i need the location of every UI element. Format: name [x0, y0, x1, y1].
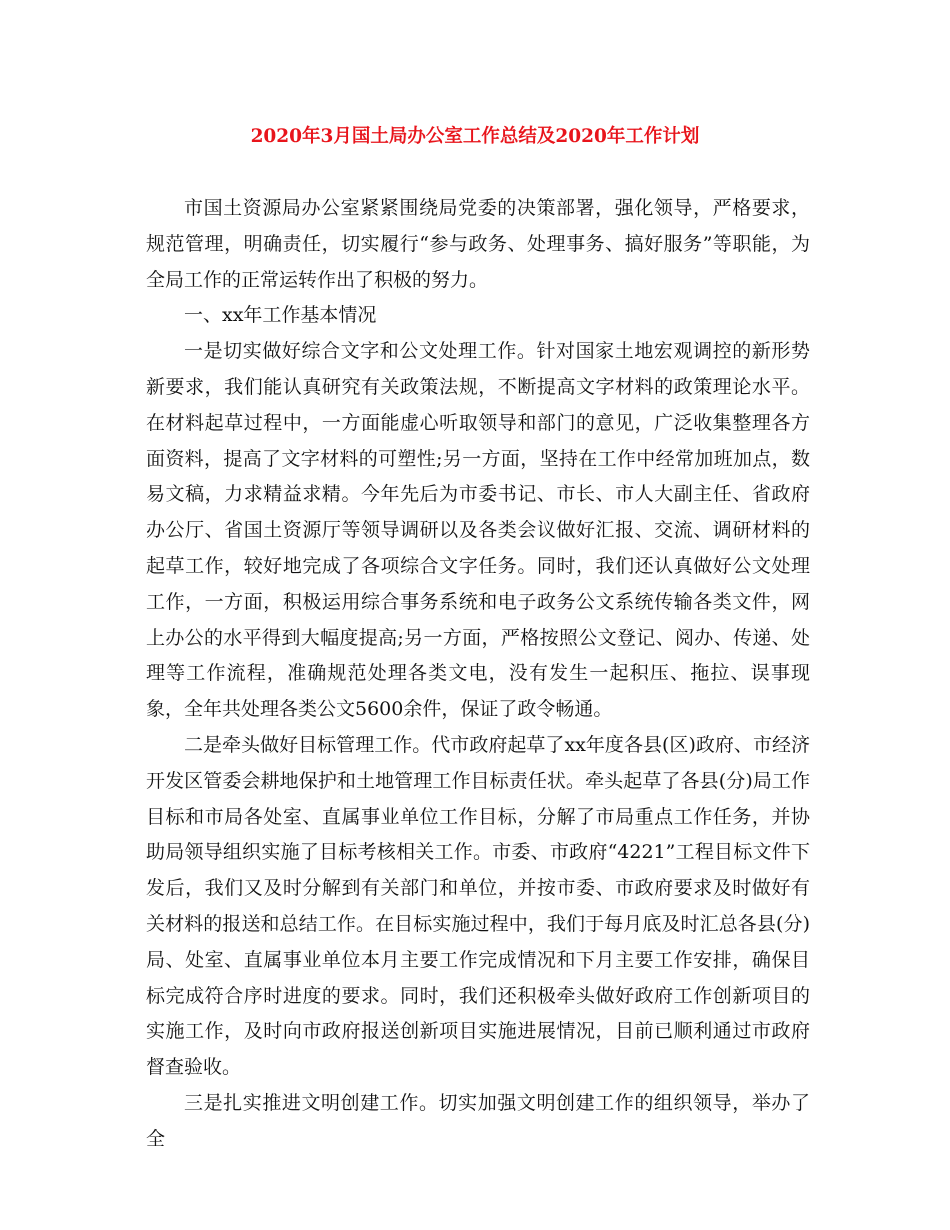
paragraph-civilization-creation: 三是扎实推进文明创建工作。切实加强文明创建工作的组织领导，举办了全	[146, 1091, 810, 1150]
document-body	[146, 191, 810, 1158]
paragraph-target-management: 二是牵头做好目标管理工作。代市政府起草了xx年度各县(区)政府、市经济开发区管委会耕地保护和土地管理工作目标责任状。牵头起草了各县(分)局工作目标和市局各处室、直属事业单位工作目标，分解了市局重点工作任务，并协助局领导组织实施了目标考核相关工作。市委、市政府“4221”工程目标文件下发后，我们又及时分解到有关部门和单位，并按市委、市政府要求及时做好有关材料的报送和总结工作。在目标实施过程中，我们于每月底及时汇总各县(分)局、处室、直属事业单位本月主要工作完成情况和下月主要工作安排，确保目标完成符合序时进度的要求。同时，我们还积极牵头做好政府工作创新项目的实施工作，及时向市政府报送创新项目实施进展情况，目前已顺利通过市政府督查验收。	[146, 733, 810, 1079]
paragraph-document-work: 一是切实做好综合文字和公文处理工作。针对国家土地宏观调控的新形势新要求，我们能认真研究有关政策法规，不断提高文字材料的政策理论水平。在材料起草过程中，一方面能虚心听取领导和部门的意见，广泛收集整理各方面资料，提高了文字材料的可塑性;另一方面，坚持在工作中经常加班加点，数易文稿，力求精益求精。今年先后为市委书记、市长、市人大副主任、省政府办公厅、省国土资源厅等领导调研以及各类会议做好汇报、交流、调研材料的起草工作，较好地完成了各项综合文字任务。同时，我们还认真做好公文处理工作，一方面，积极运用综合事务系统和电子政务公文系统传输各类文件，网上办公的水平得到大幅度提高;另一方面，严格按照公文登记、阅办、传递、处理等工作流程，准确规范处理各类文电，没有发生一起积压、拖拉、误事现象，全年共处理各类公文5600余件，保证了政令畅通。	[146, 340, 810, 721]
section-heading: 一、xx年工作基本情况	[184, 304, 377, 327]
document-title: 2020年3月国土局办公室工作总结及2020年工作计划	[250, 126, 700, 147]
paragraph-intro: 市国土资源局办公室紧紧围绕局党委的决策部署，强化领导，严格要求，规范管理，明确责任，切实履行“参与政务、处理事务、搞好服务”等职能，为全局工作的正常运转作出了积极的努力。	[146, 197, 810, 291]
